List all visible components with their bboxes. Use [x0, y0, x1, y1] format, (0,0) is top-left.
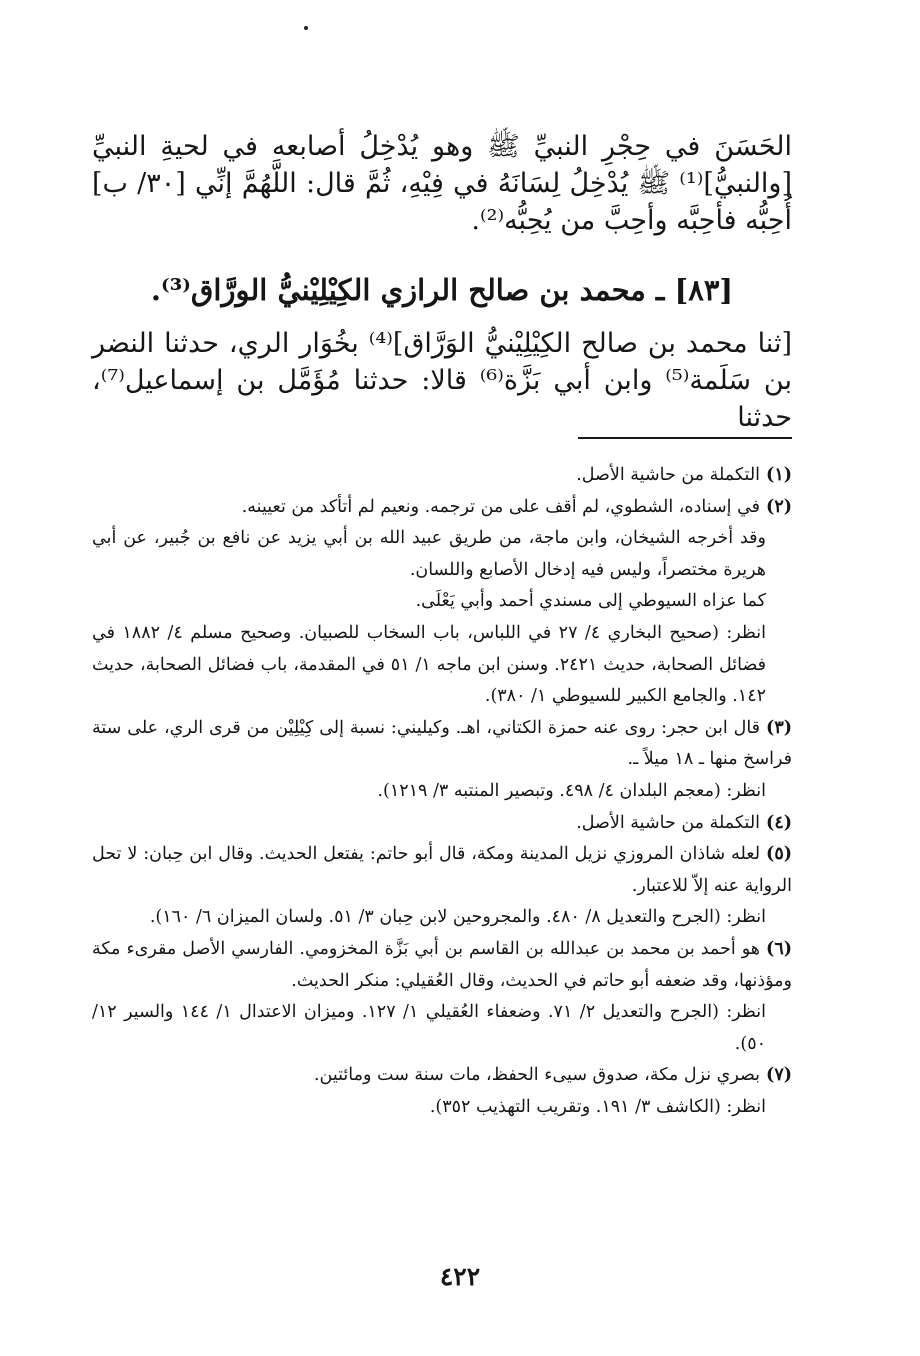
- footnote-3-refs: انظر: (معجم البلدان ٤/ ٤٩٨. وتبصير المنتبه ٣/ ١٢١٩).: [377, 780, 766, 801]
- footnote-2: [92, 492, 792, 524]
- footnote-6: [92, 934, 792, 997]
- paragraph-1: الحَسَنَ في حِجْرِ النبيِّ ﷺ وهو يُدْخِلُ أصابعه في لحيةِ النبيِّ [والنبيُّ]⁽¹⁾ ﷺ يُدْخِلُ لِسَانَهُ في فِيْهِ، ثُمَّ قال: اللَّهُمَّ إنِّي [٣٠/ ب] أُحِبُّه فأحِبَّه وأحِبَّ من يُحِبُّه⁽²⁾.: [92, 131, 792, 236]
- footnote-text: التكملة من حاشية الأصل.: [576, 812, 761, 833]
- footnote-text: في إسناده، الشطوي، لم أقف على من ترجمه. ونعيم لم أتأكد من تعيينه.: [241, 496, 761, 517]
- footnote-7-refs: انظر: (الكاشف ٣/ ١٩١. وتقريب التهذيب ٣٥٢).: [429, 1096, 766, 1117]
- footnote-5: [92, 839, 792, 902]
- footnote-number: (٧): [766, 1065, 792, 1086]
- page-number: ٤٢٢: [439, 1262, 481, 1291]
- footnote-number: (١): [766, 465, 792, 485]
- footnote-2-cont-b: كما عزاه السيوطي إلى مسندي أحمد وأبي يَعْلَى.: [415, 591, 766, 612]
- main-text: [92, 128, 792, 436]
- footnote-2-cont-a: وقد أخرجه الشيخان، وابن ماجة، من طريق عبيد الله بن أبي يزيد عن نافع بن جُبير، عن أبي هريرة مختصراً، وليس فيه إدخال الأصابع واللسان.: [92, 528, 766, 580]
- footnote-text: لعله شاذان المروزي نزيل المدينة ومكة، قال أبو حاتم: يفتعل الحديث. وقال ابن حِبان: لا تحل الرواية عنه إلاّ للاعتبار.: [92, 844, 792, 896]
- footnote-7: [92, 1060, 792, 1092]
- section-heading: [٨٣] ـ محمد بن صالح الرازي الكِيْلِيْنيُّ الورَّاق⁽³⁾.: [150, 273, 734, 307]
- paragraph-2: [ثنا محمد بن صالح الكِيْلِيْنيُّ الوَرَّاق]⁽⁴⁾ بخُوَار الري، حدثنا النضر بن سَلَمة⁽⁵⁾ وابن أبي بَزَّة⁽⁶⁾ قالا: حدثنا مُؤَمَّل بن إسماعيل⁽⁷⁾، حدثنا: [92, 328, 792, 433]
- footnote-3: [92, 713, 792, 776]
- footnote-number: (٣): [766, 717, 792, 738]
- footnote-6-refs: انظر: (الجرح والتعديل ٢/ ٧١. وضعفاء العُقيلي ١/ ١٢٧. وميزان الاعتدال ١/ ١٤٤ والسير ١٢/ ٥٠).: [92, 1002, 766, 1054]
- footnote-separator: [578, 437, 792, 439]
- footnotes: [92, 460, 792, 1123]
- footnote-text: قال ابن حجر: روى عنه حمزة الكتاني، اهـ. وكيليني: نسبة إلى كِيْلِيْن من قرى الري، على ستة فراسخ منها ـ ١٨ ميلاً ـ.: [92, 717, 792, 770]
- footnote-1: [92, 460, 792, 492]
- footnote-text: هو أحمد بن محمد بن عبدالله بن القاسم بن أبي بَزَّة المخزومي. الفارسي الأصل مقرىء مكة ومؤذنها، وقد ضعفه أبو حاتم في الحديث، وقال العُقيلي: منكر الحديث.: [92, 938, 792, 991]
- footnote-2-refs: انظر: (صحيح البخاري ٤/ ٢٧ في اللباس، باب السخاب للصبيان. وصحيح مسلم ٤/ ١٨٨٢ في فضائل الصحابة، حديث ٢٤٢١. وسنن ابن ماجه ١/ ٥١ في المقدمة، باب فضائل الصحابة، حديث ١٤٢. والجامع الكبير للسيوطي ١/ ٣٨٠).: [92, 622, 767, 707]
- footnote-5-refs: انظر: (الجرح والتعديل ٨/ ٤٨٠. والمجروحين لابن حِبان ٣/ ٥١. ولسان الميزان ٦/ ١٦٠).: [149, 907, 766, 928]
- footnote-number: (٤): [766, 812, 792, 833]
- footnote-text: بصري نزل مكة، صدوق سيىء الحفظ، مات سنة ست ومائتين.: [313, 1065, 761, 1086]
- footnote-number: (٥): [766, 844, 792, 865]
- footnote-number: (٦): [766, 938, 792, 959]
- page-speck: [304, 26, 308, 30]
- footnote-number: (٢): [766, 496, 792, 517]
- footnote-text: التكملة من حاشية الأصل.: [576, 465, 761, 485]
- footnote-4: [92, 808, 792, 840]
